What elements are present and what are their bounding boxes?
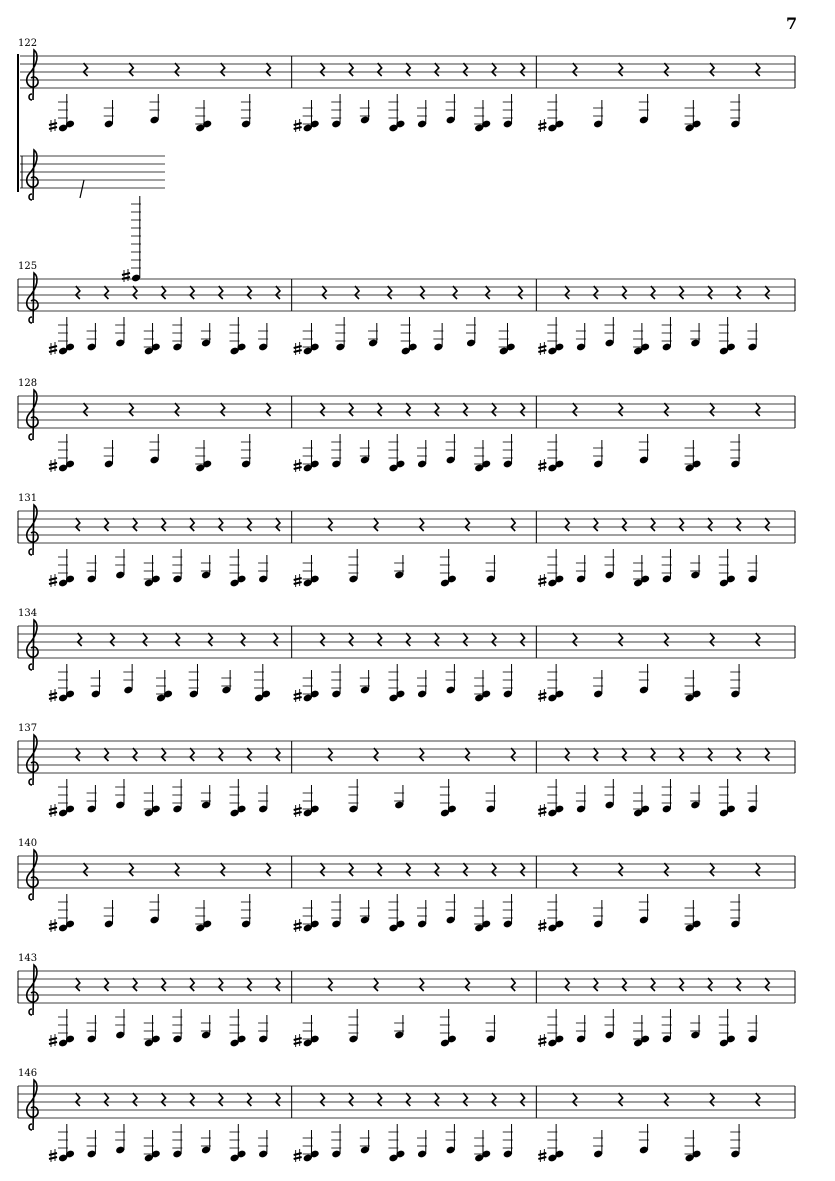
- note: [258, 1130, 268, 1158]
- note: [684, 1130, 701, 1162]
- quarter-rest-icon: [321, 1093, 325, 1106]
- note: [87, 1130, 97, 1158]
- quarter-rest-icon: [406, 1093, 410, 1106]
- quarter-rest-icon: [463, 1093, 467, 1106]
- quarter-rest-icon: [104, 1093, 108, 1106]
- quarter-rest-icon: [349, 1093, 353, 1106]
- measure-number: 122: [18, 38, 38, 49]
- measure-number: 140: [18, 838, 38, 849]
- quarter-rest-icon: [190, 1093, 194, 1106]
- note: [388, 1124, 405, 1162]
- quarter-rest-icon: [619, 1093, 623, 1106]
- quarter-rest-icon: [247, 1093, 251, 1106]
- measure-number: 134: [18, 608, 38, 619]
- treble-clef-icon: [27, 1080, 38, 1130]
- note: [593, 1130, 603, 1158]
- quarter-rest-icon: [664, 1093, 668, 1106]
- note: [538, 1124, 564, 1162]
- note: [503, 1124, 513, 1158]
- note: [172, 1124, 182, 1158]
- quarter-rest-icon: [219, 1093, 223, 1106]
- quarter-rest-icon: [435, 1093, 439, 1106]
- note: [331, 1124, 341, 1158]
- sharp-icon: [294, 1149, 302, 1162]
- quarter-rest-icon: [378, 1093, 382, 1106]
- quarter-rest-icon: [573, 1093, 577, 1106]
- measure-number: 146: [18, 1068, 38, 1079]
- page-number: 7: [786, 14, 798, 33]
- measure-number: 131: [18, 493, 38, 504]
- quarter-rest-icon: [521, 1093, 525, 1106]
- measure-number: 128: [18, 378, 38, 389]
- note: [639, 1124, 649, 1154]
- note: [229, 1124, 246, 1162]
- note: [144, 1130, 161, 1162]
- measure-number: 137: [18, 723, 38, 734]
- sharp-icon: [538, 1149, 546, 1162]
- measure-number: 125: [18, 261, 38, 272]
- note: [446, 1124, 456, 1154]
- note: [474, 1130, 491, 1162]
- quarter-rest-icon: [133, 1093, 137, 1106]
- measure-number: 143: [18, 953, 38, 964]
- quarter-rest-icon: [492, 1093, 496, 1106]
- quarter-rest-icon: [710, 1093, 714, 1106]
- note: [730, 1124, 740, 1158]
- note: [417, 1130, 427, 1158]
- sharp-icon: [49, 1149, 57, 1162]
- note: [115, 1124, 125, 1154]
- quarter-rest-icon: [76, 1093, 80, 1106]
- note: [294, 1130, 320, 1162]
- note: [360, 1130, 370, 1154]
- quarter-rest-icon: [756, 1093, 760, 1106]
- quarter-rest-icon: [162, 1093, 166, 1106]
- note: [201, 1130, 211, 1154]
- quarter-rest-icon: [276, 1093, 280, 1106]
- note: [49, 1124, 75, 1162]
